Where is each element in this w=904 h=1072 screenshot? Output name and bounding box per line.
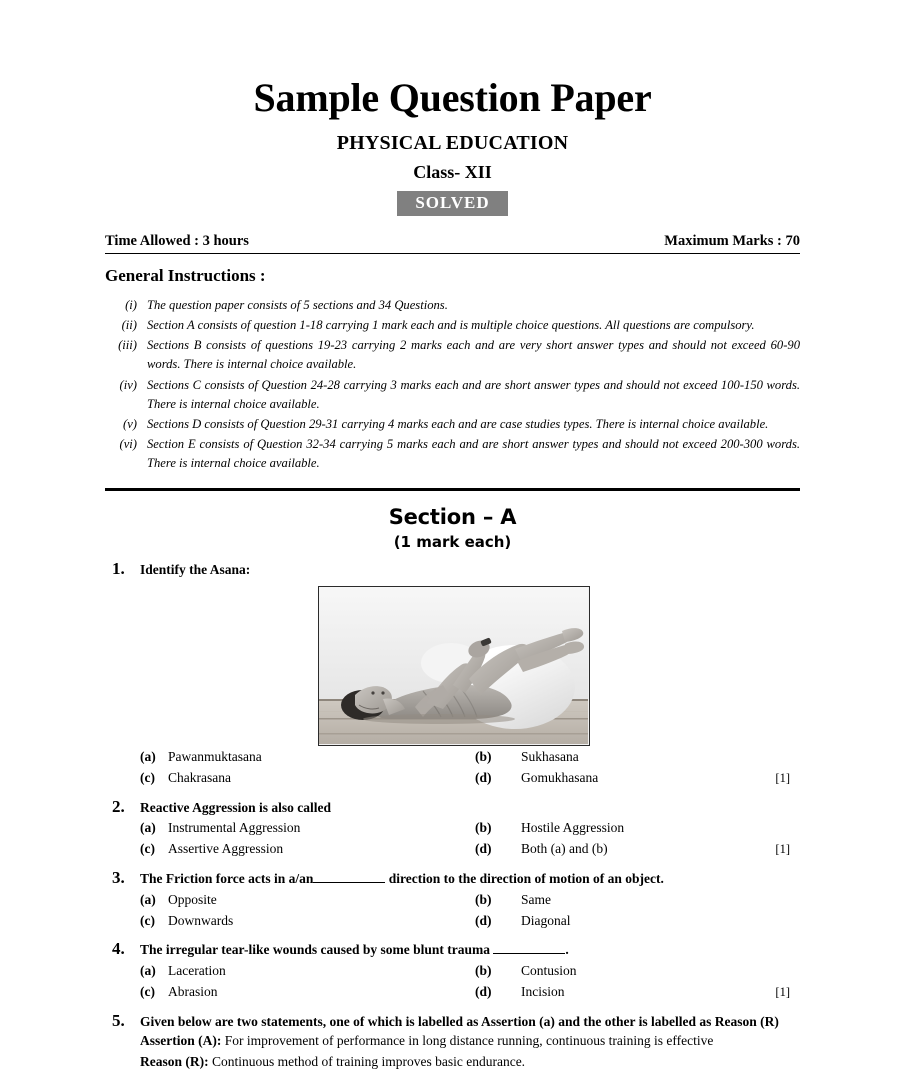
instruction-text: Sections D consists of Question 29-31 carrying 4 marks each and are case studies types. There is internal choice available. — [147, 416, 769, 431]
option-row — [105, 982, 800, 1003]
assertion-text: For improvement of performance in long distance running, continuous training is effective — [224, 1033, 714, 1049]
option-key: (a) — [140, 891, 156, 907]
instruction-number: (iii) — [118, 338, 137, 353]
option-label: Opposite — [168, 891, 217, 907]
instruction-number: (vi) — [119, 436, 137, 451]
maximum-marks: Maximum Marks : 70 — [664, 233, 800, 249]
class-label: Class- XII — [413, 162, 492, 182]
options-list-4 — [105, 961, 800, 1003]
page-content — [105, 0, 800, 1072]
question-text-before: The irregular tear-like wounds caused by some blunt trauma — [140, 942, 491, 958]
option-label: Diagonal — [521, 912, 571, 928]
question-head — [105, 1011, 800, 1032]
option-row — [105, 747, 800, 768]
question-number: 1. — [112, 559, 125, 579]
asana-figure-row — [105, 580, 800, 746]
page-title: Sample Question Paper — [253, 75, 652, 120]
option-label: Hostile Aggression — [521, 820, 625, 836]
time-allowed: Time Allowed : 3 hours — [105, 233, 249, 249]
question-head — [105, 559, 800, 580]
option-label: Sukhasana — [521, 748, 579, 764]
fill-blank — [493, 953, 565, 954]
question-text: Identify the Asana: — [140, 562, 251, 578]
option-label: Downwards — [168, 912, 234, 928]
option-c[interactable] — [140, 768, 475, 789]
question-text-after: direction to the direction of motion of an object. — [388, 871, 664, 887]
option-row — [105, 768, 800, 789]
option-label: Abrasion — [168, 983, 218, 999]
option-label: Incision — [521, 983, 565, 999]
question-marks: [1] — [775, 770, 790, 785]
assertion-label: Assertion (A): — [140, 1033, 222, 1049]
asana-illustration — [319, 587, 588, 744]
question-block-2 — [105, 797, 800, 860]
question-marks: [1] — [775, 842, 790, 857]
option-key: (b) — [475, 748, 492, 764]
status-badge: SOLVED — [397, 191, 507, 216]
question-text — [140, 940, 800, 960]
question-block-3 — [105, 868, 800, 931]
option-a[interactable] — [140, 747, 475, 768]
option-label: Contusion — [521, 963, 577, 979]
option-c[interactable] — [140, 982, 475, 1003]
instruction-number: (iv) — [119, 377, 137, 392]
question-text — [140, 869, 800, 889]
option-label: Both (a) and (b) — [521, 841, 608, 857]
option-b[interactable] — [475, 961, 765, 982]
option-key: (d) — [475, 912, 492, 928]
instruction-item — [105, 296, 800, 315]
option-key: (c) — [140, 912, 155, 928]
reason-text: Continuous method of training improves basic endurance. — [212, 1053, 526, 1069]
section-subheading: (1 mark each) — [393, 533, 512, 552]
option-key: (a) — [140, 963, 156, 979]
option-row — [105, 911, 800, 932]
instruction-text: Section E consists of Question 32-34 carrying 5 marks each and are short answer types and should not exceed 200-300 words. There is internal choice available. — [147, 436, 800, 471]
option-label: Laceration — [168, 963, 226, 979]
instruction-item — [105, 316, 800, 335]
option-row — [105, 961, 800, 982]
option-a[interactable] — [140, 890, 475, 911]
option-label: Instrumental Aggression — [168, 820, 301, 836]
option-key: (d) — [475, 841, 492, 857]
option-key: (c) — [140, 983, 155, 999]
option-key: (a) — [140, 748, 156, 764]
option-b[interactable] — [475, 890, 765, 911]
option-label: Gomukhasana — [521, 769, 599, 785]
option-key: (a) — [140, 820, 156, 836]
instruction-text: Section A consists of question 1-18 carrying 1 mark each and is multiple choice questions. All questions are compulsory. — [147, 318, 755, 333]
question-head — [105, 868, 800, 889]
question-text: Given below are two statements, one of which is labelled as Assertion (a) and the other is labelled as Reason (R) — [140, 1013, 779, 1029]
option-key: (d) — [475, 983, 492, 999]
options-list-3 — [105, 890, 800, 932]
options-list-1 — [105, 747, 800, 789]
option-d[interactable] — [475, 982, 765, 1003]
meta-divider — [105, 253, 800, 254]
question-number: 4. — [112, 939, 125, 959]
instruction-item — [105, 415, 800, 434]
option-row — [105, 818, 800, 839]
question-head — [105, 939, 800, 960]
option-label: Pawanmuktasana — [168, 748, 262, 764]
option-label: Assertive Aggression — [168, 841, 284, 857]
instruction-number: (ii) — [121, 318, 137, 333]
question-number: 5. — [112, 1010, 125, 1030]
option-a[interactable] — [140, 961, 475, 982]
option-key: (c) — [140, 841, 155, 857]
option-d[interactable] — [475, 768, 765, 789]
option-label: Same — [521, 891, 551, 907]
option-key: (b) — [475, 820, 492, 836]
question-block-5 — [105, 1011, 800, 1072]
question-head — [105, 797, 800, 818]
option-b[interactable] — [475, 818, 765, 839]
option-c[interactable] — [140, 839, 475, 860]
instruction-text: Sections C consists of Question 24-28 carrying 3 marks each and are short answer types and should not exceed 100-150 words. There is internal choice available. — [147, 377, 800, 411]
instruction-item — [105, 435, 800, 473]
instruction-number: (v) — [123, 416, 137, 431]
option-label: Chakrasana — [168, 769, 231, 785]
option-row — [105, 890, 800, 911]
question-text-after: . — [565, 942, 569, 958]
exam-meta-row — [105, 233, 800, 250]
section-divider — [105, 488, 800, 491]
masthead — [105, 0, 800, 216]
asana-photo — [318, 586, 590, 746]
badge-container — [105, 181, 800, 216]
general-instructions-title: General Instructions : — [105, 266, 266, 285]
options-list-2 — [105, 818, 800, 860]
option-d[interactable] — [475, 839, 765, 860]
instructions-list — [105, 296, 800, 473]
question-text-before: The Friction force acts in a/an — [140, 871, 314, 887]
option-c[interactable] — [140, 911, 475, 932]
instruction-item — [105, 376, 800, 414]
reason-line — [105, 1052, 800, 1072]
option-key: (d) — [475, 769, 492, 785]
assertion-line — [105, 1031, 800, 1051]
fill-blank — [313, 882, 385, 883]
question-number: 3. — [112, 868, 125, 888]
option-key: (b) — [475, 963, 492, 979]
option-row — [105, 839, 800, 860]
question-text: Reactive Aggression is also called — [140, 799, 331, 815]
question-block-4 — [105, 939, 800, 1002]
instruction-number: (i) — [125, 298, 137, 312]
option-key: (b) — [475, 891, 492, 907]
reason-label: Reason (R): — [140, 1053, 209, 1069]
question-marks: [1] — [775, 984, 790, 999]
option-d[interactable] — [475, 911, 765, 932]
question-number: 2. — [112, 796, 125, 816]
option-key: (c) — [140, 769, 155, 785]
option-b[interactable] — [475, 747, 765, 768]
section-heading: Section – A — [388, 505, 517, 530]
instruction-text: The question paper consists of 5 sections and 34 Questions. — [147, 298, 448, 312]
instruction-text: Sections B consists of questions 19-23 carrying 2 marks each and are very short answer types and should not exceed 60-90 words. There is internal choice available. — [147, 338, 800, 372]
option-a[interactable] — [140, 818, 475, 839]
subject-title: PHYSICAL EDUCATION — [336, 132, 569, 154]
question-block-1 — [105, 559, 800, 788]
instruction-item — [105, 336, 800, 374]
